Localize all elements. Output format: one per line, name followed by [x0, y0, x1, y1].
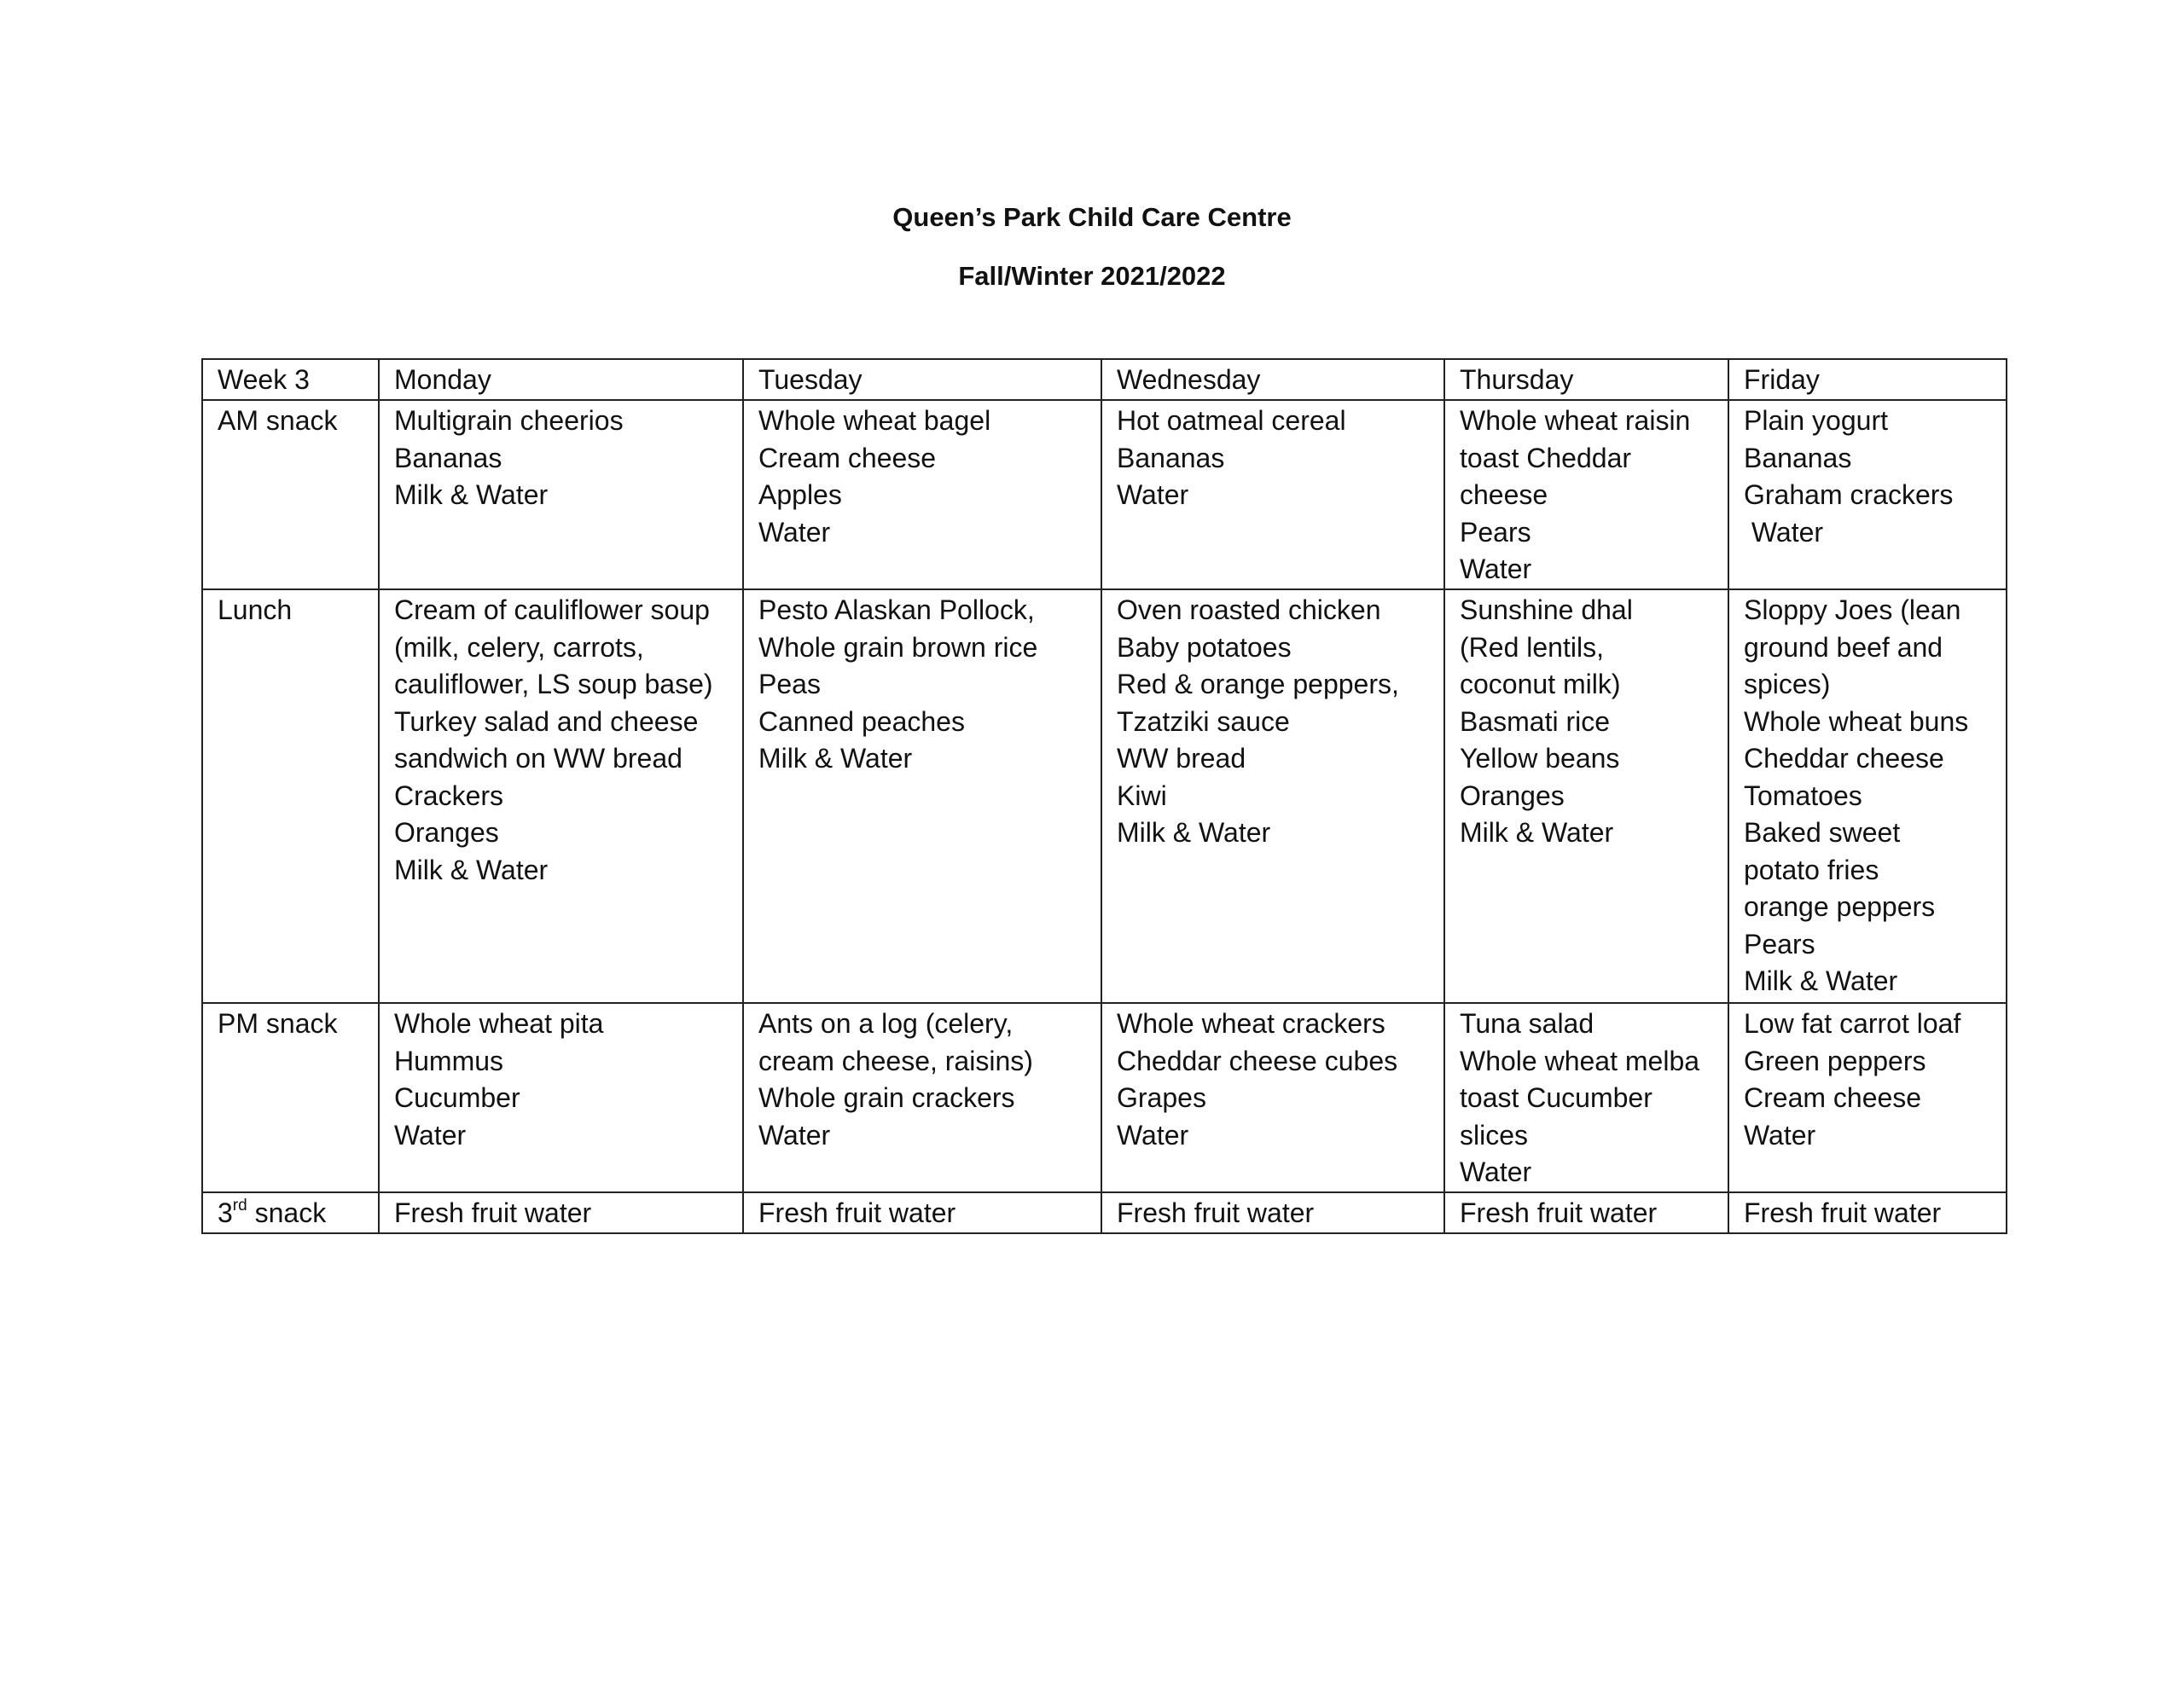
- menu-item: WW bread: [1117, 743, 1246, 774]
- menu-item: Cream cheese: [1744, 1082, 1922, 1113]
- menu-item: Fresh fruit water: [1460, 1197, 1658, 1228]
- menu-item: Bananas: [1744, 442, 1852, 473]
- menu-item: Hot oatmeal cereal: [1117, 405, 1346, 436]
- header-tuesday: Tuesday: [743, 359, 1101, 400]
- meal-label: Lunch: [202, 589, 379, 1003]
- meal-label: [202, 1192, 379, 1233]
- menu-item: Whole wheat pita: [394, 1008, 604, 1039]
- header-thursday: Thursday: [1444, 359, 1728, 400]
- menu-item: (Red lentils,: [1460, 631, 1604, 663]
- menu-cell-tuesday: [743, 589, 1101, 1003]
- menu-cell-thursday: [1444, 1192, 1728, 1233]
- header-week: Week 3: [202, 359, 379, 400]
- menu-item: Tomatoes: [1744, 780, 1862, 811]
- menu-item: Milk & Water: [394, 479, 549, 510]
- document-title: Queen’s Park Child Care Centre: [892, 202, 1292, 232]
- menu-item: Whole wheat bagel: [758, 405, 991, 436]
- menu-item: Turkey salad and cheese: [394, 705, 699, 737]
- menu-item: Sunshine dhal: [1460, 594, 1633, 625]
- menu-item: Water: [1744, 516, 1824, 548]
- menu-item: Water: [394, 1119, 467, 1151]
- menu-item: Oranges: [394, 817, 499, 848]
- menu-item: Water: [1744, 1119, 1816, 1151]
- menu-cell-monday: [379, 400, 743, 589]
- menu-item: orange peppers: [1744, 891, 1936, 922]
- menu-item: Apples: [758, 479, 842, 510]
- menu-item: Fresh fruit water: [394, 1197, 592, 1228]
- menu-item: Grapes: [1117, 1082, 1206, 1113]
- menu-item: Water: [1117, 479, 1189, 510]
- meal-row-third-snack: [202, 1192, 2007, 1233]
- menu-item: Kiwi: [1117, 780, 1167, 811]
- menu-item: Oranges: [1460, 780, 1565, 811]
- meal-label: AM snack: [202, 400, 379, 589]
- menu-item: Fresh fruit water: [758, 1197, 956, 1228]
- header-row: [202, 359, 2007, 400]
- menu-item: Milk & Water: [1117, 817, 1271, 848]
- header-monday: Monday: [379, 359, 743, 400]
- header-wednesday: Wednesday: [1101, 359, 1444, 400]
- menu-item: Baby potatoes: [1117, 631, 1292, 663]
- menu-item: Fresh fruit water: [1117, 1197, 1315, 1228]
- menu-item: Ants on a log (celery,: [758, 1008, 1014, 1039]
- menu-cell-friday: [1728, 1192, 2007, 1233]
- menu-item: sandwich on WW bread: [394, 743, 682, 774]
- menu-item: Bananas: [1117, 442, 1225, 473]
- menu-item: (milk, celery, carrots,: [394, 631, 644, 663]
- menu-item: Milk & Water: [758, 743, 913, 774]
- menu-item: Cucumber: [394, 1082, 520, 1113]
- menu-item: Baked sweet: [1744, 817, 1901, 848]
- menu-item: Canned peaches: [758, 705, 965, 737]
- meal-row-pm-snack: [202, 1003, 2007, 1192]
- menu-item: Sloppy Joes (lean: [1744, 594, 1961, 625]
- menu-item: Whole grain crackers: [758, 1082, 1015, 1113]
- menu-item: Whole wheat crackers: [1117, 1008, 1385, 1039]
- meal-label-number: 3: [218, 1197, 233, 1228]
- menu-item: Whole grain brown rice: [758, 631, 1038, 663]
- menu-cell-tuesday: [743, 400, 1101, 589]
- menu-item: Low fat carrot loaf: [1744, 1008, 1961, 1039]
- menu-item: slices: [1460, 1119, 1529, 1151]
- menu-item: cream cheese, raisins): [758, 1045, 1033, 1076]
- menu-cell-friday: [1728, 589, 2007, 1003]
- meal-label: PM snack: [202, 1003, 379, 1192]
- menu-item: Water: [1117, 1119, 1189, 1151]
- menu-item: Basmati rice: [1460, 705, 1611, 737]
- menu-cell-wednesday: [1101, 400, 1444, 589]
- menu-cell-monday: [379, 1192, 743, 1233]
- menu-item: Pears: [1460, 516, 1531, 548]
- header-friday: Friday: [1728, 359, 2007, 400]
- menu-item: Red & orange peppers,: [1117, 669, 1399, 699]
- menu-item: potato fries: [1744, 854, 1879, 885]
- menu-cell-friday: [1728, 400, 2007, 589]
- menu-item: Cheddar cheese: [1744, 743, 1944, 774]
- meal-row-lunch: [202, 589, 2007, 1003]
- menu-cell-wednesday: [1101, 1192, 1444, 1233]
- menu-item: Bananas: [394, 442, 502, 473]
- menu-item: Water: [758, 516, 831, 548]
- menu-item: spices): [1744, 669, 1831, 699]
- meal-label-rest: snack: [247, 1197, 327, 1228]
- menu-item: Tzatziki sauce: [1117, 705, 1290, 737]
- menu-item: Yellow beans: [1460, 743, 1620, 774]
- menu-item: Milk & Water: [1460, 817, 1614, 848]
- menu-item: Pears: [1744, 928, 1815, 959]
- menu-item: Water: [1460, 554, 1532, 584]
- menu-item: coconut milk): [1460, 669, 1621, 699]
- menu-item: Milk & Water: [1744, 965, 1898, 996]
- menu-item: Pesto Alaskan Pollock,: [758, 594, 1035, 625]
- menu-item: Multigrain cheerios: [394, 405, 624, 436]
- menu-cell-thursday: [1444, 400, 1728, 589]
- menu-item: Water: [758, 1119, 831, 1151]
- document-subtitle: Fall/Winter 2021/2022: [958, 261, 1226, 291]
- menu-item: ground beef and: [1744, 631, 1943, 663]
- menu-item: Milk & Water: [394, 854, 549, 885]
- menu-item: Cream cheese: [758, 442, 937, 473]
- menu-item: Fresh fruit water: [1744, 1197, 1942, 1228]
- menu-cell-monday: [379, 589, 743, 1003]
- menu-item: Plain yogurt: [1744, 405, 1888, 436]
- menu-item: toast Cheddar: [1460, 442, 1632, 473]
- menu-cell-tuesday: [743, 1192, 1101, 1233]
- menu-cell-monday: [379, 1003, 743, 1192]
- meal-row-am-snack: [202, 400, 2007, 589]
- menu-item: Oven roasted chicken: [1117, 594, 1381, 625]
- menu-item: Whole wheat buns: [1744, 705, 1969, 737]
- menu-item: toast Cucumber: [1460, 1082, 1653, 1113]
- menu-cell-wednesday: [1101, 1003, 1444, 1192]
- menu-cell-friday: [1728, 1003, 2007, 1192]
- menu-item: Cream of cauliflower soup: [394, 594, 710, 625]
- menu-cell-tuesday: [743, 1003, 1101, 1192]
- weekly-menu-table: [201, 358, 2007, 1234]
- menu-item: Hummus: [394, 1045, 504, 1076]
- menu-item: Crackers: [394, 780, 504, 811]
- menu-item: Whole wheat melba: [1460, 1045, 1700, 1076]
- menu-item: Graham crackers: [1744, 479, 1954, 510]
- menu-cell-wednesday: [1101, 589, 1444, 1003]
- menu-cell-thursday: [1444, 1003, 1728, 1192]
- meal-label-superscript: rd: [232, 1197, 247, 1215]
- menu-cell-thursday: [1444, 589, 1728, 1003]
- menu-item: cheese: [1460, 479, 1548, 510]
- menu-item: Water: [1460, 1157, 1532, 1187]
- menu-item: Cheddar cheese cubes: [1117, 1045, 1398, 1076]
- menu-item: Tuna salad: [1460, 1008, 1594, 1039]
- menu-item: Green peppers: [1744, 1045, 1926, 1076]
- menu-item: cauliflower, LS soup base): [394, 669, 713, 699]
- menu-item: Whole wheat raisin: [1460, 405, 1691, 436]
- menu-item: Peas: [758, 669, 821, 699]
